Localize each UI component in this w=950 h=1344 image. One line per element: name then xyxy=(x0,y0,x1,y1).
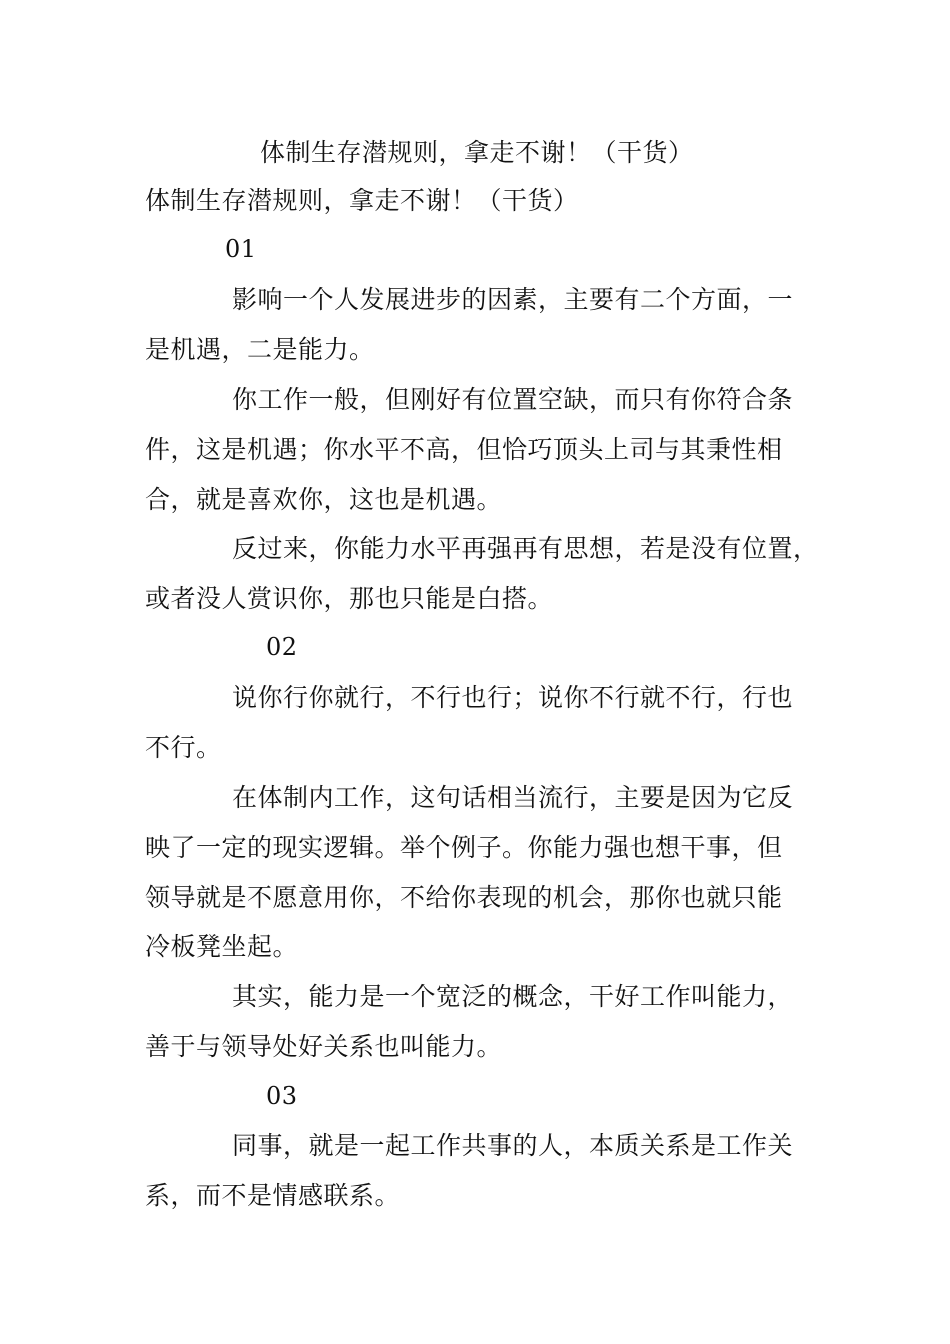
paragraph-line: 领导就是不愿意用你，不给你表现的机会，那你也就只能 xyxy=(145,883,783,912)
paragraph-line: 反过来，你能力水平再强再有思想，若是没有位置， xyxy=(232,534,819,563)
paragraph-line: 冷板凳坐起。 xyxy=(145,932,299,961)
paragraph-line: 系，而不是情感联系。 xyxy=(145,1181,401,1210)
paragraph-line: 说你行你就行，不行也行；说你不行就不行，行也 xyxy=(232,683,794,712)
paragraph-line: 善于与领导处好关系也叫能力。 xyxy=(145,1032,503,1061)
paragraph-line: 是机遇，二是能力。 xyxy=(145,335,375,364)
paragraph-line: 合，就是喜欢你，这也是机遇。 xyxy=(145,485,503,514)
paragraph-line: 不行。 xyxy=(145,733,222,762)
section-number-01: 01 xyxy=(225,235,257,263)
document-subtitle: 体制生存潜规则，拿走不谢！（干货） xyxy=(145,186,579,215)
section-number-02: 02 xyxy=(266,633,298,661)
paragraph-line: 在体制内工作，这句话相当流行，主要是因为它反 xyxy=(232,783,794,812)
section-number-03: 03 xyxy=(266,1082,298,1110)
paragraph-line: 同事，就是一起工作共事的人，本质关系是工作关 xyxy=(232,1131,794,1160)
paragraph-line: 你工作一般，但刚好有位置空缺，而只有你符合条 xyxy=(232,385,794,414)
paragraph-line: 影响一个人发展进步的因素，主要有二个方面，一 xyxy=(232,285,794,314)
paragraph-line: 其实，能力是一个宽泛的概念，干好工作叫能力， xyxy=(232,982,794,1011)
paragraph-line: 或者没人赏识你，那也只能是白搭。 xyxy=(145,584,554,613)
paragraph-line: 映了一定的现实逻辑。举个例子。你能力强也想干事，但 xyxy=(145,833,783,862)
paragraph-line: 件，这是机遇；你水平不高，但恰巧顶头上司与其秉性相 xyxy=(145,435,783,464)
document-title: 体制生存潜规则，拿走不谢！（干货） xyxy=(260,138,694,167)
